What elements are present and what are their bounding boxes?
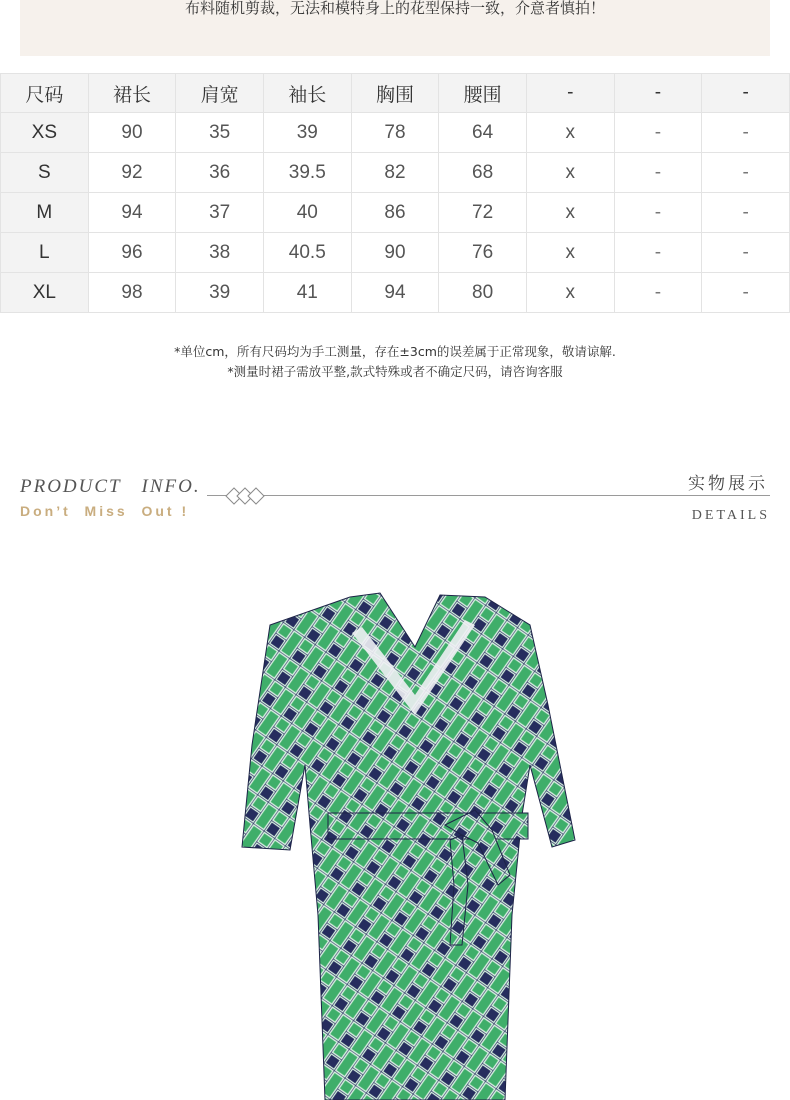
notice-banner xyxy=(20,0,770,56)
size-value-cell: 39 xyxy=(176,273,264,313)
product-info-subtitle: Don’t Miss Out ! xyxy=(20,503,190,519)
divider-line xyxy=(207,495,770,496)
size-value-cell: x xyxy=(526,273,614,313)
note-line-1: *单位cm，所有尺码均为手工测量，存在±3cm的误差属于正常现象，敬请谅解. xyxy=(174,344,616,359)
size-value-cell: 76 xyxy=(439,233,527,273)
size-value-cell: - xyxy=(614,233,702,273)
size-value-cell: - xyxy=(702,153,790,193)
size-value-cell: 86 xyxy=(351,193,439,233)
size-value-cell: 80 xyxy=(439,273,527,313)
size-table-header-cell: 腰围 xyxy=(439,74,527,113)
measurement-notes xyxy=(0,342,790,382)
size-table-header-cell: 胸围 xyxy=(351,74,439,113)
size-value-cell: 90 xyxy=(88,113,176,153)
size-value-cell: - xyxy=(702,273,790,313)
size-label-cell: XL xyxy=(1,273,89,313)
size-value-cell: 82 xyxy=(351,153,439,193)
size-value-cell: x xyxy=(526,153,614,193)
diamond-ornament-icon xyxy=(224,486,268,506)
size-value-cell: 96 xyxy=(88,233,176,273)
size-value-cell: 68 xyxy=(439,153,527,193)
dress-body xyxy=(242,593,575,1100)
size-table-header-cell: 裙长 xyxy=(88,74,176,113)
product-info-title: PRODUCT INFO. xyxy=(20,476,201,497)
size-value-cell: 64 xyxy=(439,113,527,153)
size-value-cell: 41 xyxy=(263,273,351,313)
size-value-cell: x xyxy=(526,113,614,153)
size-value-cell: 39.5 xyxy=(263,153,351,193)
size-value-cell: 39 xyxy=(263,113,351,153)
size-value-cell: 92 xyxy=(88,153,176,193)
size-value-cell: 40.5 xyxy=(263,233,351,273)
size-value-cell: - xyxy=(614,193,702,233)
size-value-cell: 40 xyxy=(263,193,351,233)
size-value-cell: 98 xyxy=(88,273,176,313)
size-value-cell: - xyxy=(614,273,702,313)
size-value-cell: - xyxy=(702,193,790,233)
product-photo xyxy=(230,585,600,1100)
size-value-cell: x xyxy=(526,233,614,273)
size-value-cell: - xyxy=(614,153,702,193)
dress-belt xyxy=(328,813,528,839)
size-value-cell: 36 xyxy=(176,153,264,193)
size-table-header-cell: - xyxy=(614,74,702,113)
note-line-2: *测量时裙子需放平整,款式特殊或者不确定尺码，请咨询客服 xyxy=(227,364,563,379)
size-value-cell: - xyxy=(702,233,790,273)
size-table-row xyxy=(1,153,790,193)
size-table xyxy=(0,73,790,313)
size-value-cell: 94 xyxy=(351,273,439,313)
size-value-cell: 72 xyxy=(439,193,527,233)
size-table-header-cell: 袖长 xyxy=(263,74,351,113)
size-value-cell: - xyxy=(614,113,702,153)
size-label-cell: L xyxy=(1,233,89,273)
size-table-header-cell: 肩宽 xyxy=(176,74,264,113)
size-label-cell: S xyxy=(1,153,89,193)
size-value-cell: 37 xyxy=(176,193,264,233)
product-display-label: 实物展示 xyxy=(688,474,768,494)
size-value-cell: 94 xyxy=(88,193,176,233)
size-table-row xyxy=(1,113,790,153)
details-label: DETAILS xyxy=(691,508,770,523)
size-label-cell: M xyxy=(1,193,89,233)
size-table-header-cell: 尺码 xyxy=(1,74,89,113)
size-value-cell: 78 xyxy=(351,113,439,153)
size-table-header-row xyxy=(1,74,790,113)
size-table-header-cell: - xyxy=(526,74,614,113)
size-value-cell: 38 xyxy=(176,233,264,273)
size-value-cell: - xyxy=(702,113,790,153)
size-value-cell: 35 xyxy=(176,113,264,153)
size-table-row xyxy=(1,273,790,313)
size-value-cell: 90 xyxy=(351,233,439,273)
notice-text: 布料随机剪裁，无法和模特身上的花型保持一致，介意者慎拍！ xyxy=(184,0,605,17)
size-table-row xyxy=(1,233,790,273)
size-value-cell: x xyxy=(526,193,614,233)
size-label-cell: XS xyxy=(1,113,89,153)
size-table-row xyxy=(1,193,790,233)
size-table-header-cell: - xyxy=(702,74,790,113)
